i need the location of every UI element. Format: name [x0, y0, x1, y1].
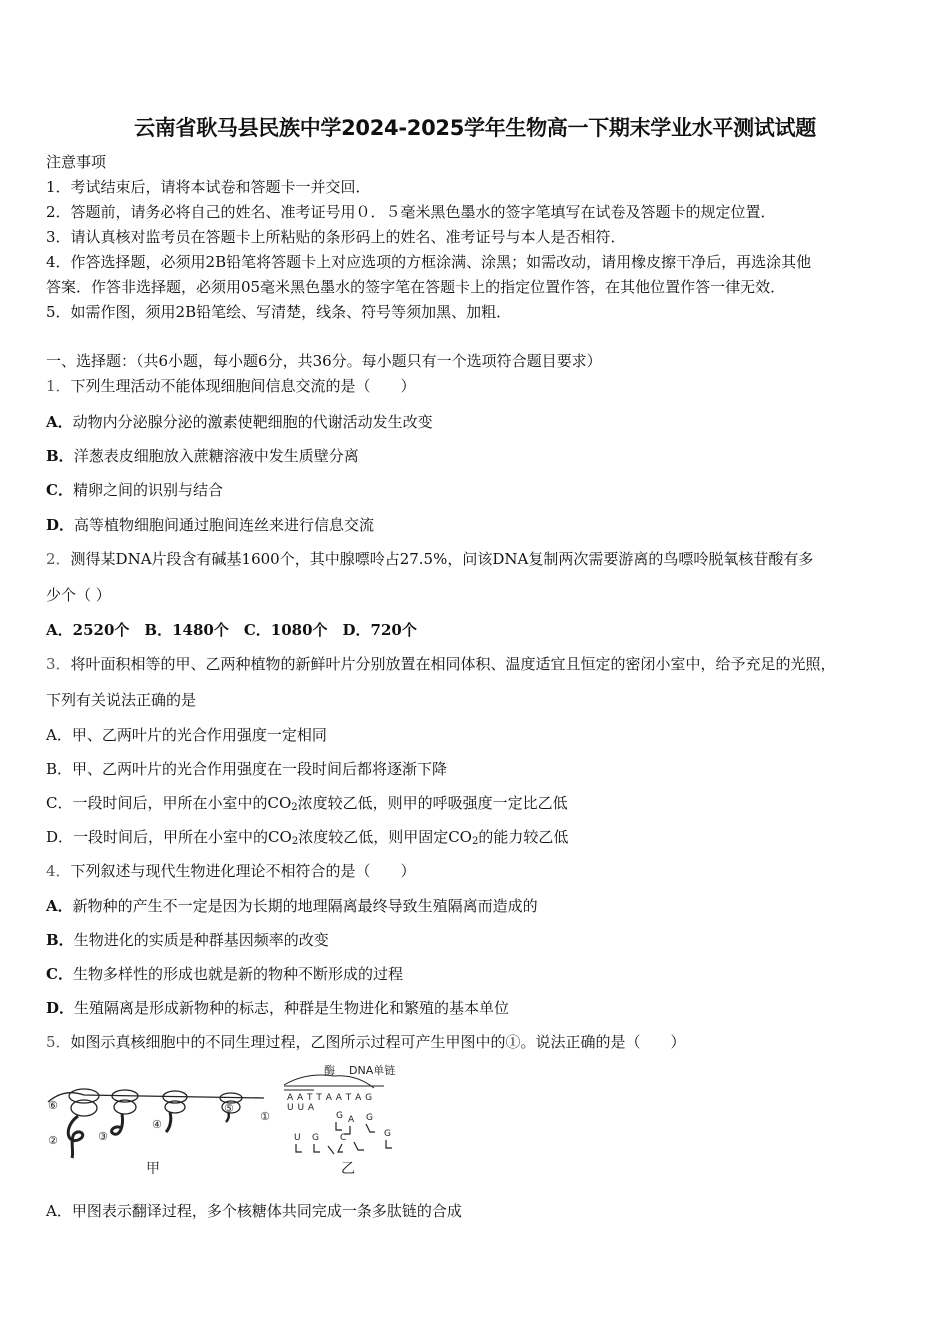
- label-dna-strand: DNA单链: [349, 1064, 396, 1077]
- question-3-option-d: D．一段时间后，甲所在小室中的$CO_2$浓度较乙低，则甲固定$CO_2$的能力较乙低: [46, 828, 569, 847]
- marker-2: ②: [48, 1134, 58, 1147]
- label-yi: 乙: [341, 1161, 355, 1177]
- free-base: A: [348, 1115, 355, 1125]
- question-2-stem: 2．测得某DNA片段含有碱基1600个，其中腺嘌呤占27.5%，问该DNA复制两次需要游离的鸟嘌呤脱氧核苷酸有多: [46, 550, 814, 568]
- notice-item: 2．答题前，请务必将自己的姓名、准考证号用０．５毫米黑色墨水的签字笔填写在试卷及答题卡的规定位置．: [46, 203, 776, 221]
- marker-3: ③: [98, 1130, 108, 1143]
- free-base: G: [312, 1133, 319, 1143]
- ribosome: [69, 1089, 99, 1103]
- question-3-option-c: C．一段时间后，甲所在小室中的$CO_2$浓度较乙低，则甲的呼吸强度一定比乙低: [46, 794, 568, 813]
- question-2-stem-cont: 少个（ ）: [46, 586, 111, 604]
- free-base: C: [340, 1133, 347, 1143]
- question-5-stem: 5．如图示真核细胞中的不同生理过程，乙图所示过程可产生甲图中的①。说法正确的是（ ）: [46, 1033, 686, 1051]
- marker-1: ①: [260, 1110, 270, 1123]
- free-base: G: [384, 1129, 391, 1139]
- polypeptide-chain: [68, 1116, 83, 1158]
- translation-transcription-figure: [44, 1062, 404, 1182]
- marker-5: ⑤: [224, 1102, 234, 1115]
- label-jia: 甲: [146, 1161, 160, 1177]
- question-1-option-d: D．高等植物细胞间通过胞间连丝来进行信息交流: [46, 516, 375, 534]
- top-strand-bases: A A T T A A T A G: [287, 1093, 373, 1103]
- page-title: 云南省耿马县民族中学2024-2025学年生物高一下期末学业水平测试试题: [134, 116, 816, 140]
- notice-item: 5．如需作图，须用2B铅笔绘、写清楚，线条、符号等须加黑、加粗．: [46, 303, 512, 321]
- notice-item: 1．考试结束后，请将本试卷和答题卡一并交回．: [46, 178, 371, 196]
- question-5-option-a: A．甲图表示翻译过程，多个核糖体共同完成一条多肽链的合成: [46, 1202, 462, 1220]
- question-4-option-d: D．生殖隔离是形成新物种的标志，种群是生物进化和繁殖的基本单位: [46, 999, 510, 1017]
- bottom-strand-bases: U U A: [287, 1103, 315, 1113]
- marker-4: ④: [152, 1118, 162, 1131]
- question-4-option-c: C．生物多样性的形成也就是新的物种不断形成的过程: [46, 965, 403, 983]
- question-3-option-b: B．甲、乙两叶片的光合作用强度在一段时间后都将逐渐下降: [46, 760, 448, 778]
- free-base: G: [336, 1111, 343, 1121]
- polypeptide-chain: [166, 1112, 171, 1132]
- marker-6: ⑥: [48, 1099, 58, 1112]
- question-4-option-a: A．新物种的产生不一定是因为长期的地理隔离最终导致生殖隔离而造成的: [46, 897, 538, 915]
- polypeptide-chain: [112, 1114, 123, 1134]
- label-enzyme: 酶: [324, 1064, 335, 1077]
- question-1-option-a: A．动物内分泌腺分泌的激素使靶细胞的代谢活动发生改变: [46, 413, 433, 431]
- question-4-option-b: B．生物进化的实质是种群基因频率的改变: [46, 931, 329, 949]
- question-4-stem: 4．下列叙述与现代生物进化理论不相符合的是（ ）: [46, 862, 416, 880]
- notice-item: 3．请认真核对监考员在答题卡上所粘贴的条形码上的姓名、准考证号与本人是否相符．: [46, 228, 626, 246]
- question-2-options: A．2520个 B．1480个 C．1080个 D．720个: [46, 621, 417, 639]
- free-base: U: [294, 1133, 301, 1143]
- question-3-stem: 3．将叶面积相等的甲、乙两种植物的新鲜叶片分别放置在相同体积、温度适宜且恒定的密闭小室中，给予充足的光照，: [46, 655, 836, 673]
- question-3-option-a: A．甲、乙两叶片的光合作用强度一定相同: [46, 726, 327, 744]
- notice-heading: 注意事项: [46, 153, 107, 171]
- figure-yi: [284, 1075, 384, 1090]
- notice-item: 答案．作答非选择题，必须用05毫米黑色墨水的签字笔在答题卡上的指定位置作答，在其他位置作答一律无效．: [46, 278, 786, 296]
- notice-item: 4．作答选择题，必须用2B铅笔将答题卡上对应选项的方框涂满、涂黑；如需改动，请用橡皮擦干净后，再选涂其他: [46, 253, 812, 271]
- question-1-stem: 1．下列生理活动不能体现细胞间信息交流的是（ ）: [46, 377, 416, 395]
- question-1-option-c: C．精卵之间的识别与结合: [46, 481, 223, 499]
- free-base: G: [366, 1113, 373, 1123]
- question-3-stem-cont: 下列有关说法正确的是: [46, 691, 197, 709]
- section-heading: 一、选择题：（共6小题，每小题6分，共36分。每小题只有一个选项符合题目要求）: [46, 352, 602, 370]
- question-1-option-b: B．洋葱表皮细胞放入蔗糖溶液中发生质壁分离: [46, 447, 359, 465]
